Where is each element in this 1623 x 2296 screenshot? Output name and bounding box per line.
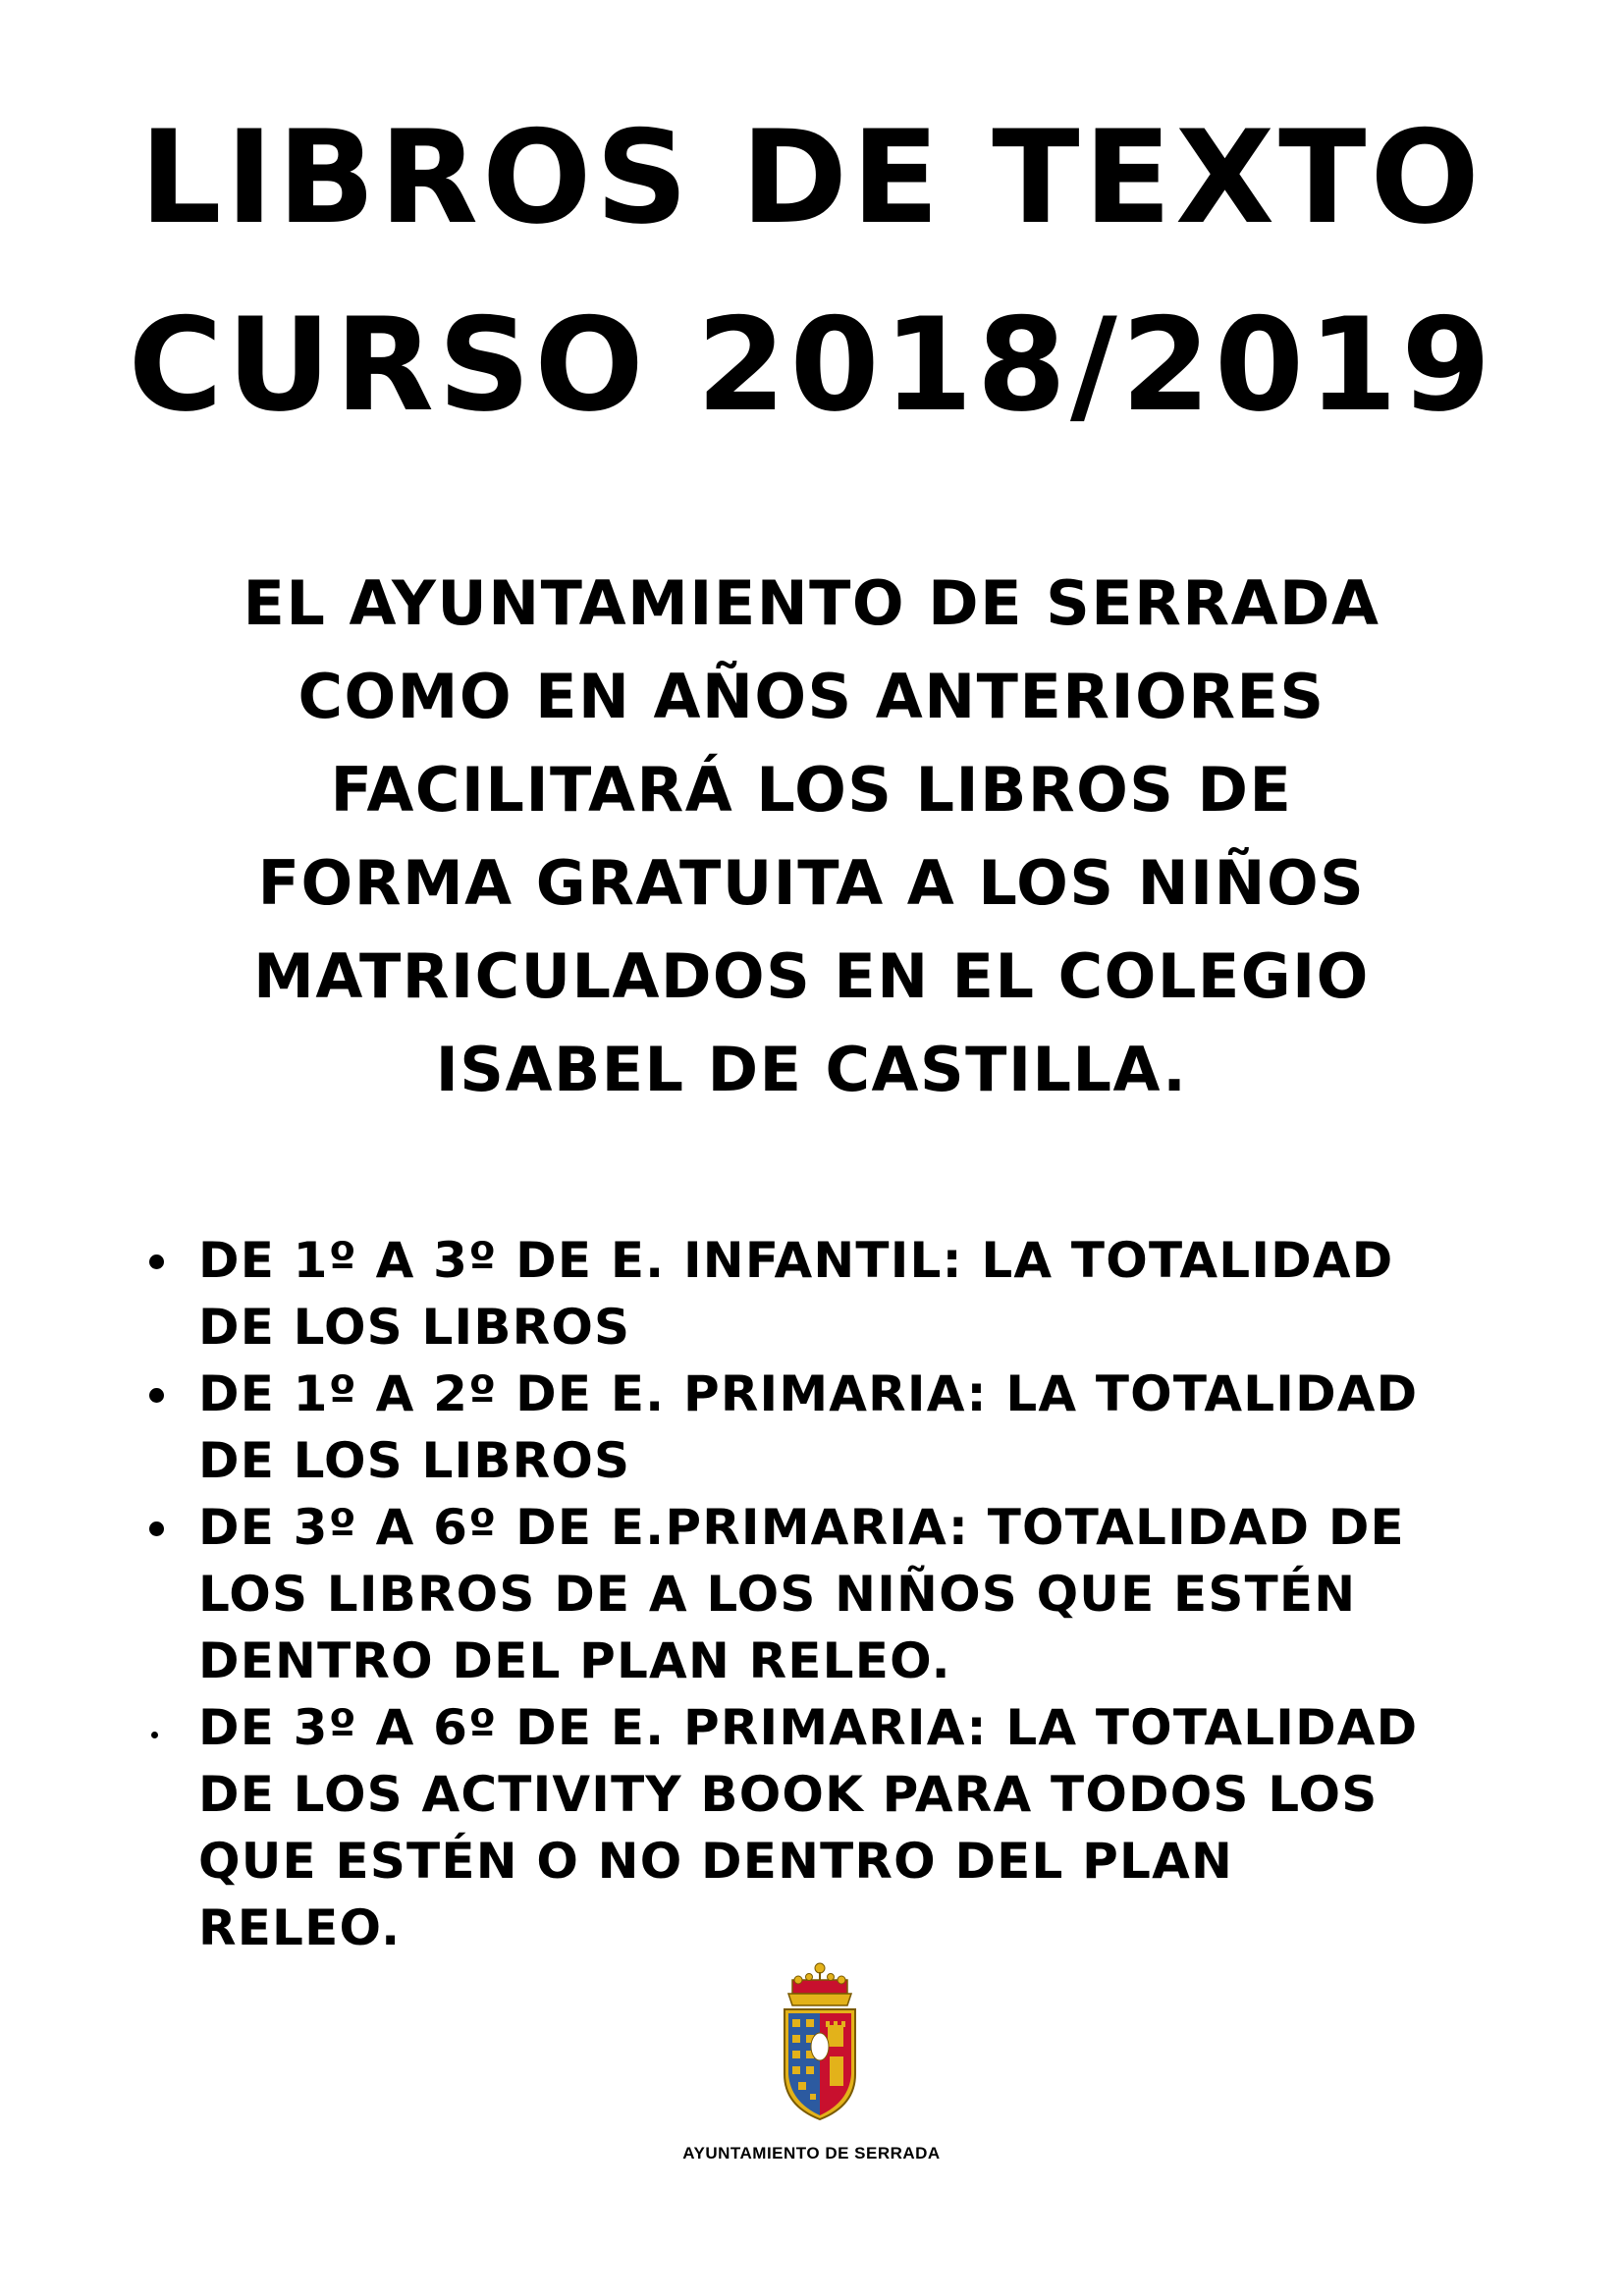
intro-line: ISABEL DE CASTILLA. — [435, 1034, 1188, 1105]
list-item-text: DE LOS LIBROS — [198, 1299, 631, 1356]
list-item-text: DE 3º A 6º DE E.PRIMARIA: TOTALIDAD DE — [198, 1499, 1405, 1556]
bullet-icon — [149, 1388, 164, 1403]
list-item-text: QUE ESTÉN O NO DENTRO DEL PLAN — [198, 1833, 1234, 1890]
bullet-icon — [149, 1255, 164, 1269]
list-item — [0, 1694, 1563, 1961]
footer-label: AYUNTAMIENTO DE SERRADA — [682, 2144, 941, 2163]
shield-icon — [784, 2009, 855, 2119]
list-item-text: DE 1º A 2º DE E. PRIMARIA: LA TOTALIDAD — [198, 1365, 1419, 1422]
intro-line: MATRICULADOS EN EL COLEGIO — [253, 940, 1370, 1012]
list-item-text: LOS LIBROS DE A LOS NIÑOS QUE ESTÉN — [198, 1566, 1357, 1623]
list-item-text: DE 1º A 3º DE E. INFANTIL: LA TOTALIDAD — [198, 1232, 1394, 1289]
title-line-2: CURSO 2018/2019 — [128, 290, 1495, 440]
list-item — [0, 1361, 1563, 1494]
list-item — [0, 1227, 1563, 1361]
list-item-text: DE LOS LIBROS — [198, 1432, 631, 1489]
list-item-text: RELEO. — [198, 1899, 402, 1956]
bullet-icon — [149, 1522, 164, 1536]
list-item-text: DE 3º A 6º DE E. PRIMARIA: LA TOTALIDAD — [198, 1699, 1419, 1756]
list-item — [0, 1494, 1563, 1694]
conditions-list — [0, 1227, 1563, 1961]
intro-line: EL AYUNTAMIENTO DE SERRADA — [243, 567, 1380, 639]
intro-line: COMO EN AÑOS ANTERIORES — [298, 661, 1325, 732]
crown-icon — [788, 1963, 851, 2005]
intro-line: FORMA GRATUITA A LOS NIÑOS — [257, 847, 1366, 919]
list-item-text: DENTRO DEL PLAN RELEO. — [198, 1632, 951, 1689]
intro-paragraph — [59, 557, 1564, 1116]
small-bullet-icon — [151, 1732, 158, 1738]
intro-line: FACILITARÁ LOS LIBROS DE — [330, 754, 1293, 826]
title-line-1: LIBROS DE TEXTO — [139, 102, 1484, 252]
list-item-text: DE LOS ACTIVITY BOOK PARA TODOS LOS — [198, 1766, 1379, 1823]
coat-of-arms-icon — [771, 1958, 869, 2125]
